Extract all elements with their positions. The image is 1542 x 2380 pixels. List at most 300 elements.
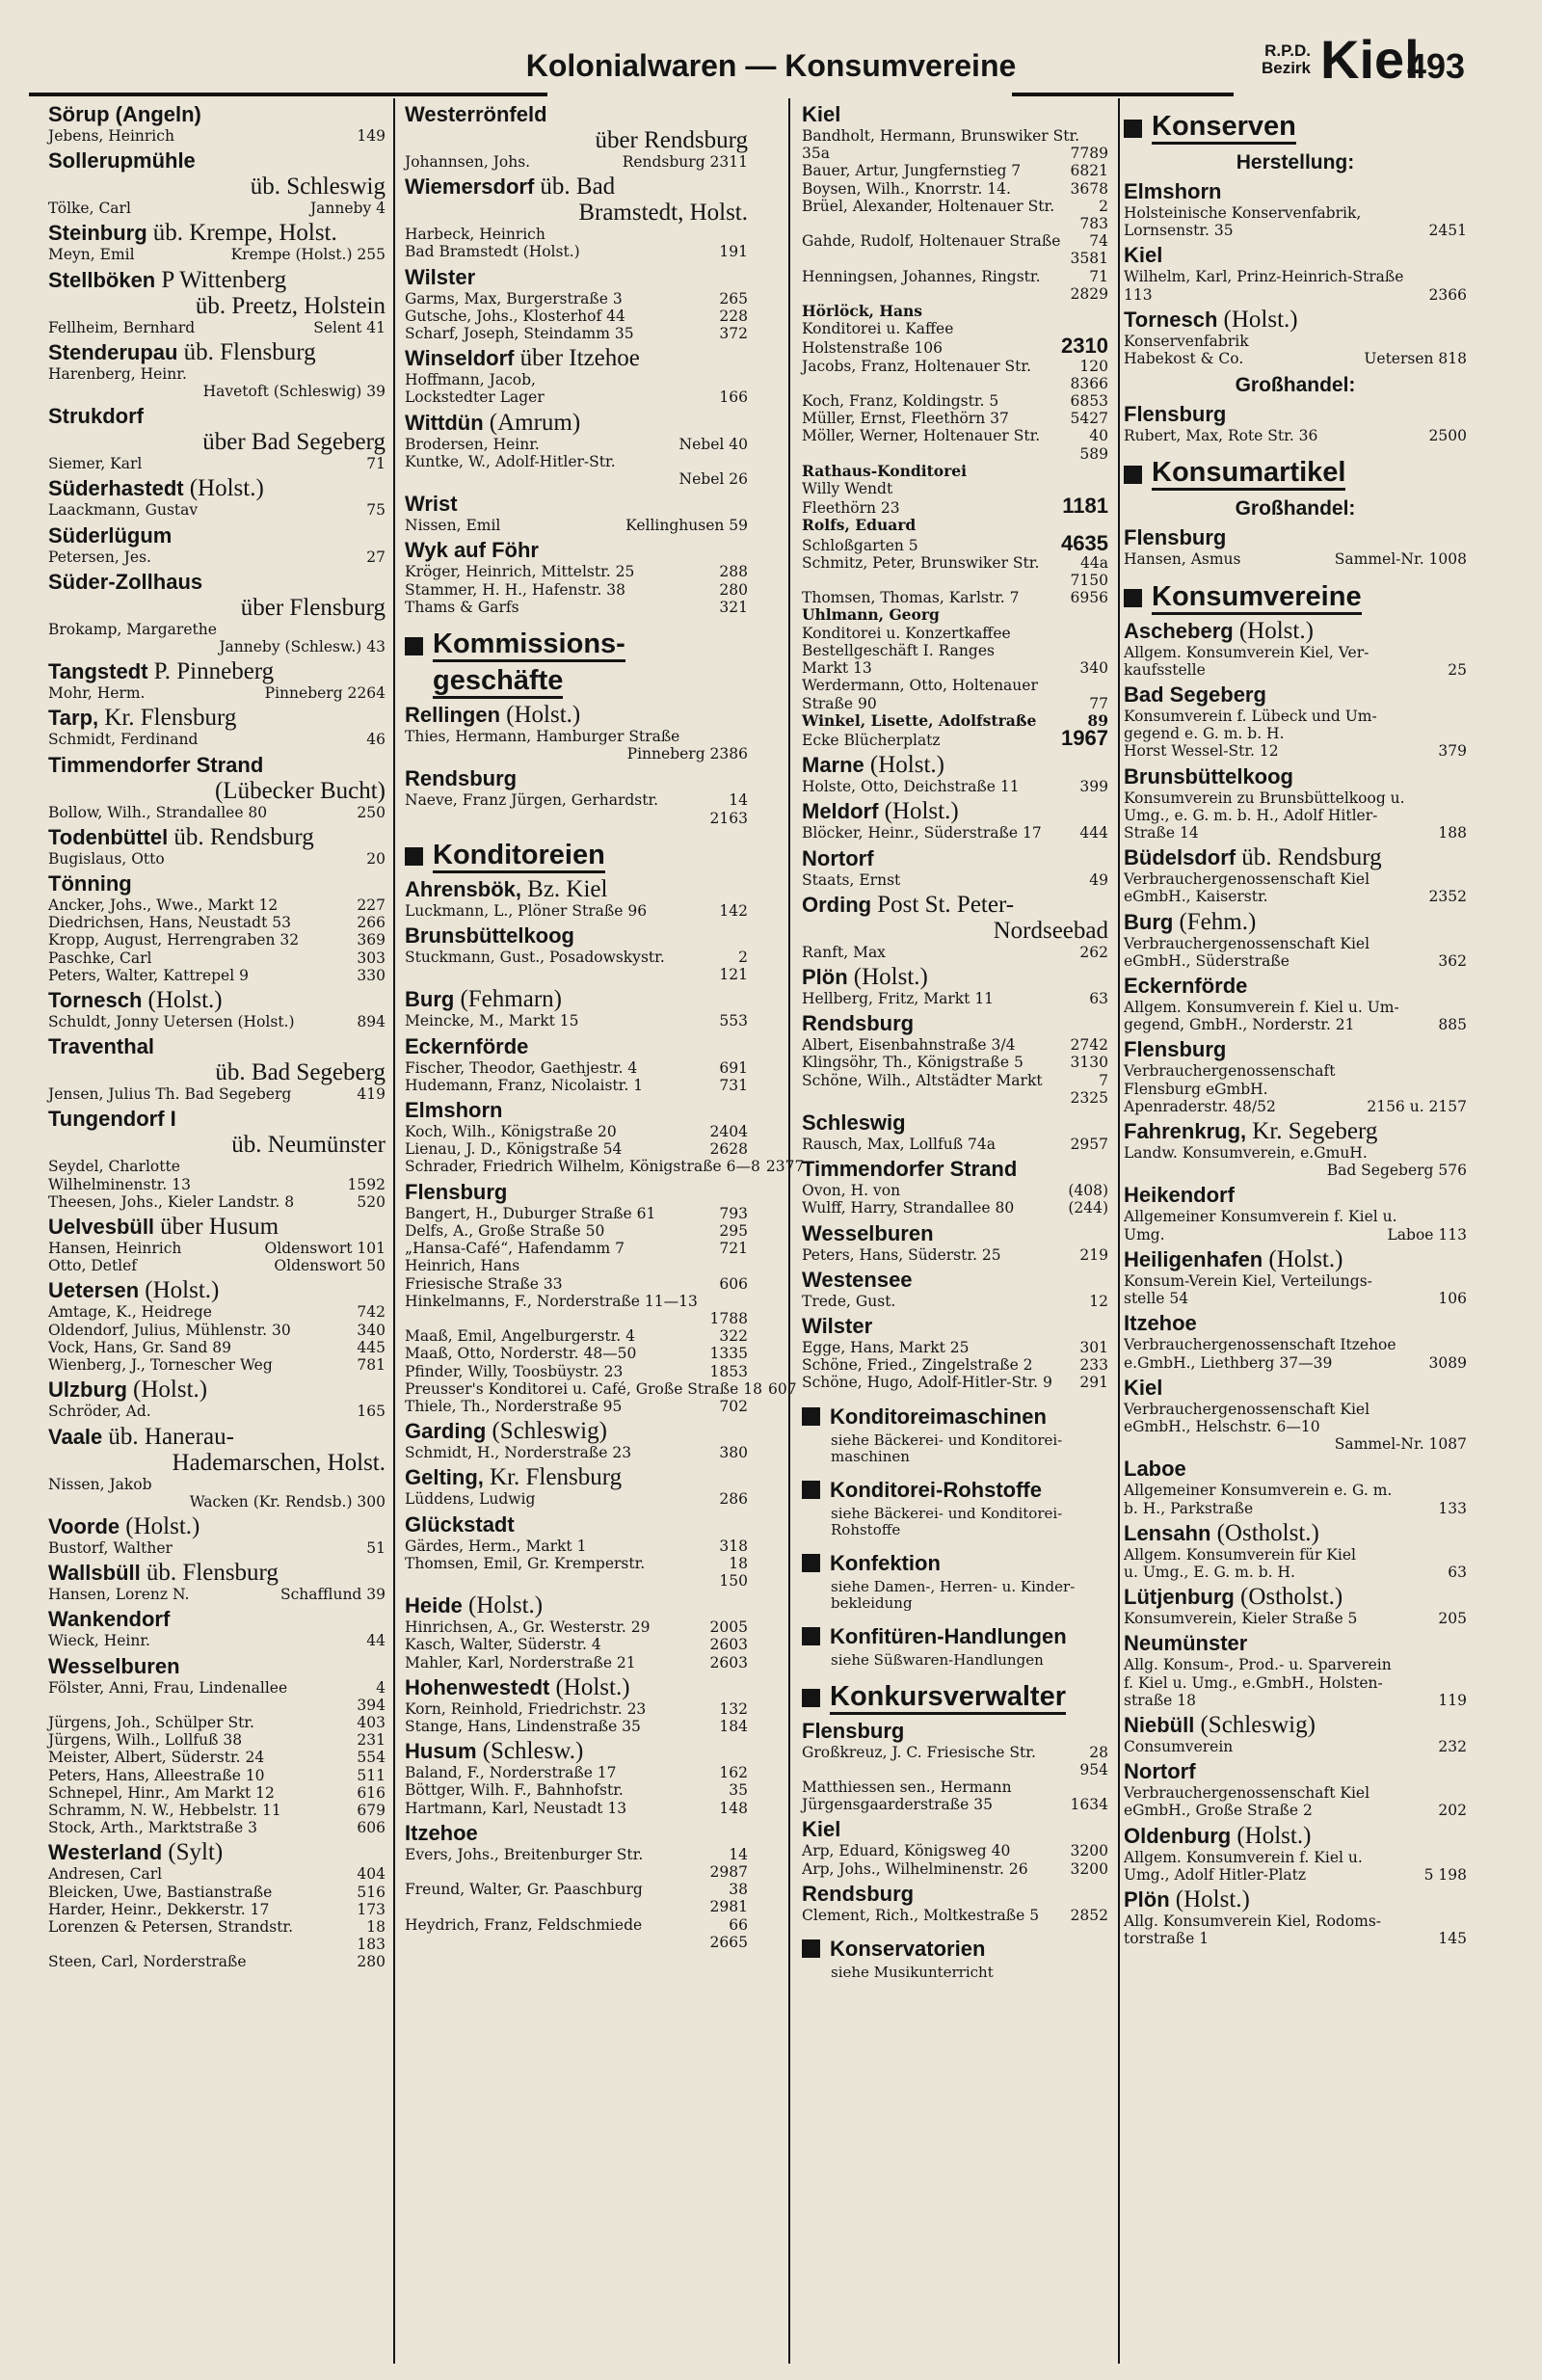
entry-phone: 165: [357, 1403, 386, 1421]
place-name: Wesselburen: [802, 1220, 934, 1245]
entry-name: Scharf, Joseph, Steindamm 35: [405, 325, 634, 343]
place-heading: [405, 492, 748, 517]
place-heading: [48, 753, 386, 778]
listing-entry: [48, 731, 386, 748]
listing-entry: [405, 1490, 748, 1508]
listing-entry: [405, 1654, 748, 1671]
cross-reference: Rohstoffe: [831, 1520, 901, 1538]
entry-phone: 444: [1079, 824, 1108, 842]
place-heading: [1124, 764, 1467, 789]
listing-entry: [802, 1054, 1108, 1071]
entry-name: Schmidt, H., Norderstraße 23: [405, 1444, 632, 1462]
entry-name: „Hansa-Café“, Hafendamm 7: [405, 1240, 625, 1258]
listing-entry: [802, 677, 1108, 694]
listing-entry: [405, 453, 748, 470]
entry-name: Evers, Johs., Breitenburger Str.: [405, 1845, 644, 1863]
entry-name: Brokamp, Margarethe: [48, 620, 217, 638]
listing-entry: [405, 1538, 748, 1555]
listing-entry: [1124, 222, 1467, 239]
entry-name: Boysen, Wilh., Knorrstr. 14.: [802, 179, 1011, 198]
place-name: Elmshorn: [405, 1098, 503, 1123]
place-heading: [802, 1011, 1108, 1036]
entry-phone: 106: [1438, 1290, 1467, 1308]
place-region: (Holst.): [145, 1277, 220, 1304]
entry-name: Petersen, Jes.: [48, 548, 151, 566]
place-name: Büdelsdorf: [1124, 845, 1236, 870]
place-heading: [48, 1840, 386, 1865]
section-heading: [1124, 458, 1467, 491]
entry-name: Jürgens, Wilh., Lollfuß 38: [48, 1731, 243, 1750]
place-name: Heikendorf: [1124, 1183, 1235, 1208]
place-heading: [405, 1512, 748, 1538]
place-name: Marne: [802, 753, 864, 778]
entry-name: Bangert, H., Duburger Straße 61: [405, 1204, 656, 1222]
listing-entry: [48, 1767, 386, 1784]
listing-entry: [1124, 204, 1467, 222]
entry-name: Konsumverein zu Brunsbüttelkoog u.: [1124, 789, 1405, 807]
listing-entry: [1124, 1226, 1467, 1243]
place-heading: [1124, 1887, 1467, 1912]
header-rpd-label: R.P.D.: [1264, 41, 1311, 60]
entry-name: Fellheim, Bernhard: [48, 318, 196, 336]
entry-name: Allgemeiner Konsumverein f. Kiel u.: [1124, 1208, 1397, 1226]
entry-name: Schöne, Fried., Zingelstraße 2: [802, 1356, 1033, 1375]
entry-name: Bauer, Artur, Jungfernstieg 7: [802, 162, 1022, 180]
listing-entry: [405, 902, 748, 920]
place-name: Uelvesbüll: [48, 1215, 155, 1240]
entry-name: Wieck, Heinr.: [48, 1632, 150, 1650]
listing-entry: [405, 1863, 748, 1881]
entry-name: Stuckmann, Gust., Posadowskystr.: [405, 949, 665, 967]
section-marker-icon: [1124, 589, 1142, 607]
listing-entry: [48, 1632, 386, 1649]
section-marker-icon: [405, 637, 423, 655]
entry-phone: Rendsburg 2311: [622, 153, 748, 171]
listing-entry: [802, 410, 1108, 427]
listing-entry: [802, 180, 1108, 198]
entry-name: Friesische Straße 33: [405, 1274, 563, 1293]
place-heading: [48, 1278, 386, 1303]
listing-entry: [802, 358, 1108, 375]
entry-phone: 150: [719, 1571, 748, 1590]
listing-entry: [1124, 268, 1467, 285]
header-city: Kiel: [1320, 29, 1420, 90]
listing-entry: [1124, 1435, 1467, 1453]
place-name: Wrist: [405, 492, 458, 517]
entry-name: Amtage, K., Heidrege: [48, 1303, 212, 1322]
place-name: Sörup (Angeln): [48, 102, 201, 126]
place-region: (Ostholst.): [1216, 1519, 1319, 1546]
entry-name: Heydrich, Franz, Feldschmiede: [405, 1915, 643, 1934]
listing-entry: [48, 501, 386, 519]
entry-phone: 142: [719, 901, 748, 920]
place-heading: [802, 1157, 1108, 1182]
entry-phone: 340: [357, 1321, 386, 1339]
place-name: Winseldorf: [405, 346, 515, 371]
listing-entry: [48, 1193, 386, 1211]
entry-name: Naeve, Franz Jürgen, Gerhardstr.: [405, 791, 659, 810]
entry-phone: 231: [357, 1731, 386, 1750]
entry-name: Habekost & Co.: [1124, 350, 1244, 368]
place-heading: [1124, 243, 1467, 268]
listing-entry: [405, 470, 748, 488]
entry-name: Hansen, Lorenz N.: [48, 1586, 190, 1604]
entry-phone: 340: [1079, 659, 1108, 678]
entry-phone: 89: [1087, 710, 1108, 730]
listing-entry: [802, 303, 1108, 320]
listing-entry: [1124, 1912, 1467, 1930]
entry-name: Allgem. Konsumverein f. Kiel u. Um-: [1124, 999, 1399, 1017]
entry-phone: 404: [357, 1865, 386, 1884]
entry-name: Thomsen, Emil, Gr. Kremperstr.: [405, 1554, 646, 1572]
entry-phone: 44: [366, 1632, 386, 1650]
entry-phone: 783: [1079, 215, 1108, 233]
listing-entry: [48, 1714, 386, 1731]
listing-entry: [48, 1403, 386, 1420]
entry-name: Allgemeiner Konsumverein e. G. m.: [1124, 1482, 1393, 1500]
place-name: Brunsbüttelkoog: [1124, 763, 1293, 789]
listing-entry: [1124, 1081, 1467, 1098]
place-name: Glückstadt: [405, 1511, 515, 1537]
section-marker-icon: [802, 1407, 820, 1426]
entry-name: Schnepel, Hinr., Am Markt 12: [48, 1783, 275, 1802]
listing-entry: [802, 1907, 1108, 1924]
listing-entry: [405, 388, 748, 406]
listing-entry: [405, 1205, 748, 1222]
entry-phone: 2665: [709, 1933, 748, 1951]
listing-entry: [405, 1618, 748, 1636]
entry-name: Seydel, Charlotte: [48, 1158, 180, 1176]
place-name: Westerland: [48, 1840, 163, 1865]
place-heading: [48, 825, 386, 850]
entry-phone: 7: [1099, 1071, 1108, 1089]
entry-name: eGmbH., Süderstraße: [1124, 951, 1289, 970]
entry-phone: 280: [357, 1953, 386, 1971]
place-name: Stellböken: [48, 267, 156, 292]
entry-phone: 318: [719, 1537, 748, 1555]
place-region: üb. Flensburg: [183, 338, 316, 365]
listing-entry: [405, 517, 748, 534]
place-name: Kiel: [1124, 243, 1163, 268]
section-marker-icon: [405, 847, 423, 866]
place-heading: [405, 174, 748, 200]
entry-name: Stange, Hans, Lindenstraße 35: [405, 1717, 641, 1735]
entry-phone: 1788: [709, 1309, 748, 1327]
entry-name: Möller, Werner, Holtenauer Str.: [802, 427, 1041, 445]
place-heading-continuation: Nordseebad: [993, 917, 1108, 944]
place-heading: [48, 404, 386, 429]
place-name: Burg: [1124, 909, 1174, 934]
listing-entry: [48, 1493, 386, 1511]
place-heading: [405, 265, 748, 290]
listing-entry: [48, 621, 386, 638]
entry-phone: 228: [719, 307, 748, 325]
entry-name: Thomsen, Thomas, Karlstr. 7: [802, 589, 1020, 607]
place-name: Wilster: [802, 1313, 873, 1338]
place-heading: [48, 476, 386, 501]
place-name: Niebüll: [1124, 1712, 1195, 1737]
section-title: Konkursverwalter: [830, 1682, 1066, 1715]
place-heading: [1124, 1713, 1467, 1738]
listing-entry: [802, 944, 1108, 961]
entry-phone: 12: [1089, 1292, 1108, 1310]
subsection-heading: [802, 1552, 1108, 1575]
listing-entry: [48, 914, 386, 931]
entry-name: Peters, Hans, Süderstr. 25: [802, 1245, 1001, 1264]
entry-phone: Pinneberg 2386: [626, 745, 748, 763]
entry-name: Maaß, Emil, Angelburgerstr. 4: [405, 1327, 635, 1346]
entry-phone: 166: [719, 388, 748, 407]
entry-phone: 691: [719, 1058, 748, 1077]
place-heading: [405, 1465, 748, 1490]
listing-entry: [1124, 427, 1467, 444]
place-name: Steinburg: [48, 221, 147, 246]
listing-entry: [1124, 1802, 1467, 1819]
entry-name: Konsumverein, Kieler Straße 5: [1124, 1610, 1358, 1628]
listing-entry: [1124, 935, 1467, 952]
listing-entry: [1124, 1564, 1467, 1581]
column-divider: [1118, 98, 1120, 2364]
entry-name: Brodersen, Heinr.: [405, 435, 540, 453]
entry-phone: Havetoft (Schleswig) 39: [202, 383, 386, 401]
listing-entry: [802, 1744, 1108, 1761]
place-heading: [48, 988, 386, 1013]
listing-entry: [405, 1718, 748, 1735]
entry-name: Otto, Detlef: [48, 1257, 138, 1275]
section-heading: [405, 629, 748, 662]
entry-phone: 184: [719, 1717, 748, 1735]
entry-phone: 3089: [1428, 1353, 1467, 1372]
listing-entry: [1124, 789, 1467, 807]
entry-name: Allgem. Konsumverein Kiel, Ver-: [1124, 643, 1369, 661]
entry-name: Hörlöck, Hans: [802, 302, 923, 321]
place-region: Kr. Flensburg: [104, 705, 237, 732]
entry-name: Straße 90: [802, 694, 877, 712]
listing-entry: [48, 1339, 386, 1356]
entry-name: Verbrauchergenossenschaft Kiel: [1124, 1400, 1370, 1418]
entry-name: gegend, GmbH., Norderstr. 21: [1124, 1016, 1355, 1034]
listing-entry: [405, 226, 748, 243]
listing-entry: [802, 445, 1108, 463]
entry-name: Stock, Arth., Marktstraße 3: [48, 1819, 257, 1837]
place-name: Tungendorf I: [48, 1107, 176, 1132]
listing-entry: [802, 334, 1108, 359]
entry-name: eGmbH., Helschstr. 6—10: [1124, 1417, 1320, 1435]
listing-entry: [405, 1781, 748, 1799]
entry-phone: 3200: [1070, 1842, 1108, 1860]
subsection-title: Konservatorien: [830, 1936, 986, 1961]
entry-name: Bugislaus, Otto: [48, 849, 165, 868]
place-region: (Holst.): [133, 1377, 208, 1404]
place-heading-continuation: Hademarschen, Holst.: [172, 1449, 386, 1476]
entry-phone: 731: [719, 1076, 748, 1094]
listing-entry: [48, 246, 386, 263]
place-region: Bz. Kiel: [527, 875, 608, 902]
header-bezirk-label: Bezirk: [1261, 59, 1311, 77]
place-name: Tornesch: [1124, 307, 1218, 332]
entry-name: Kropp, August, Herrengraben 32: [48, 931, 300, 949]
entry-name: Bleicken, Uwe, Bastianstraße: [48, 1883, 273, 1901]
entry-name: Bustorf, Walther: [48, 1538, 173, 1557]
cross-reference: siehe Musikunterricht: [831, 1963, 994, 1981]
entry-phone: 372: [719, 325, 748, 343]
listing-entry: [48, 1884, 386, 1901]
place-name: Lensahn: [1124, 1520, 1211, 1545]
listing-entry: [1124, 1610, 1467, 1627]
entry-phone: 288: [719, 563, 748, 581]
entry-phone: 44a: [1080, 553, 1108, 572]
entry-phone: 553: [719, 1012, 748, 1030]
listing-entry: [48, 850, 386, 868]
entry-phone: 3581: [1070, 250, 1108, 268]
place-heading: [802, 846, 1108, 871]
entry-phone: 28: [1089, 1743, 1108, 1761]
subsection-title: Konfektion: [830, 1550, 941, 1575]
listing-entry: [1124, 1656, 1467, 1673]
subsection-heading: [802, 1625, 1108, 1648]
listing-entry: [48, 949, 386, 967]
entry-name: Jürgensgaarderstraße 35: [802, 1796, 993, 1814]
entry-phone: Pinneberg 2264: [264, 684, 386, 703]
entry-phone: 419: [357, 1085, 386, 1104]
place-region: (Holst.): [189, 475, 264, 502]
entry-name: Delfs, A., Große Straße 50: [405, 1221, 605, 1240]
header-title: Kolonialwaren — Konsumvereine: [525, 48, 1017, 83]
place-heading: [1124, 402, 1467, 427]
listing-entry: [1124, 1500, 1467, 1517]
listing-entry: [405, 791, 748, 809]
listing-entry: [405, 371, 748, 388]
place-heading: [48, 1561, 386, 1586]
entry-name: Fleethörn 23: [802, 499, 900, 518]
place-region: üb. Bad: [540, 174, 616, 201]
listing-entry: [802, 162, 1108, 179]
listing-entry: [1124, 725, 1467, 742]
entry-name: Rubert, Max, Rote Str. 36: [1124, 427, 1318, 445]
listing-entry: [802, 1136, 1108, 1153]
listing-entry: [48, 548, 386, 566]
entry-phone: 607: [767, 1379, 797, 1398]
entry-name: Rolfs, Eduard: [802, 516, 917, 535]
listing-entry: [48, 1257, 386, 1274]
entry-phone: 2352: [1428, 888, 1467, 906]
place-region: üb. Rendsburg: [173, 823, 314, 850]
listing-entry: [405, 728, 748, 745]
listing-entry: [1124, 1418, 1467, 1435]
entry-phone: Wacken (Kr. Rendsb.) 300: [189, 1492, 386, 1511]
entry-name: Arp, Johs., Wilhelminenstr. 26: [802, 1859, 1028, 1878]
listing-entry: [405, 1059, 748, 1077]
entry-name: Garms, Max, Burgerstraße 3: [405, 289, 623, 308]
place-region: (Schleswig): [1200, 1711, 1316, 1738]
place-name: Heiligenhafen: [1124, 1246, 1263, 1271]
listing-entry: [48, 365, 386, 383]
listing-entry: [802, 572, 1108, 589]
place-heading: [802, 893, 1108, 918]
listing-entry: [48, 1476, 386, 1493]
entry-phone: Nebel 26: [678, 470, 748, 489]
entry-name: Wulff, Harry, Strandallee 80: [802, 1199, 1015, 1217]
listing-entry: [405, 1077, 748, 1094]
entry-name: Bandholt, Hermann, Brunswiker Str.: [802, 127, 1080, 145]
listing-entry: [405, 599, 748, 616]
listing-entry: [802, 778, 1108, 795]
place-name: Eckernförde: [1124, 974, 1248, 999]
place-name: Tangstedt: [48, 659, 148, 684]
entry-name: gegend e. G. m. b. H.: [1124, 725, 1285, 743]
entry-name: eGmbH., Kaiserstr.: [1124, 888, 1268, 906]
listing-entry: [48, 1679, 386, 1697]
listing-entry: [48, 1802, 386, 1819]
listing-entry: [802, 392, 1108, 410]
place-name: Flensburg: [802, 1718, 905, 1743]
listing-entry: [1124, 1674, 1467, 1692]
section-title: geschäfte: [433, 666, 563, 699]
listing-entry: [405, 290, 748, 308]
listing-entry: [802, 285, 1108, 303]
entry-phone: 1181: [1062, 494, 1108, 519]
entry-name: Schmitz, Peter, Brunswiker Str.: [802, 553, 1040, 572]
entry-phone: 2366: [1428, 285, 1467, 304]
listing-entry: [802, 494, 1108, 519]
entry-phone: 2500: [1428, 427, 1467, 445]
place-name: Flensburg: [1124, 402, 1227, 427]
listing-entry: [48, 896, 386, 914]
listing-entry: [802, 695, 1108, 712]
entry-name: Koch, Franz, Koldingstr. 5: [802, 392, 999, 411]
place-name: Süder-Zollhaus: [48, 569, 203, 594]
entry-phone: 4635: [1061, 530, 1108, 555]
entry-name: Fölster, Anni, Frau, Lindenallee: [48, 1678, 288, 1697]
entry-name: Staats, Ernst: [802, 870, 901, 889]
entry-name: Schröder, Ad.: [48, 1403, 151, 1421]
place-name: Kiel: [1124, 1375, 1163, 1400]
listing-entry: [405, 1555, 748, 1572]
listing-entry: [48, 1953, 386, 1970]
entry-phone: 266: [357, 914, 386, 932]
category-subheading: Großhandel:: [1235, 374, 1356, 397]
place-region: üb. Rendsburg: [1241, 844, 1382, 871]
listing-entry: [1124, 870, 1467, 888]
entry-name: Mahler, Karl, Norderstraße 21: [405, 1653, 636, 1671]
entry-phone: 2005: [709, 1618, 748, 1637]
place-heading: [1124, 1457, 1467, 1482]
listing-entry: [405, 1934, 748, 1951]
place-heading: [48, 1425, 386, 1450]
place-name: Wallsbüll: [48, 1561, 141, 1586]
entry-phone: 2957: [1070, 1135, 1108, 1153]
listing-entry: [48, 1303, 386, 1321]
entry-phone: 295: [719, 1221, 748, 1240]
entry-phone: 1335: [709, 1345, 748, 1363]
entry-name: Uhlmann, Georg: [802, 605, 940, 625]
entry-name: Lüddens, Ludwig: [405, 1490, 536, 1509]
place-heading: [802, 1719, 1108, 1744]
entry-name: Lornsenstr. 35: [1124, 222, 1234, 240]
entry-phone: 27: [366, 548, 386, 566]
listing-entry: [1124, 742, 1467, 760]
entry-phone: 2404: [709, 1123, 748, 1141]
entry-name: Lockstedter Lager: [405, 388, 545, 407]
entry-phone: 183: [357, 1936, 386, 1954]
entry-name: Theesen, Johs., Kieler Landstr. 8: [48, 1192, 295, 1211]
place-name: Rendsburg: [802, 1881, 915, 1906]
place-heading: [1124, 1119, 1467, 1144]
section-title: Konditoreien: [433, 841, 605, 873]
place-region: (Fehmarn): [460, 986, 562, 1013]
entry-phone: 516: [357, 1883, 386, 1901]
entry-phone: 38: [729, 1881, 748, 1899]
